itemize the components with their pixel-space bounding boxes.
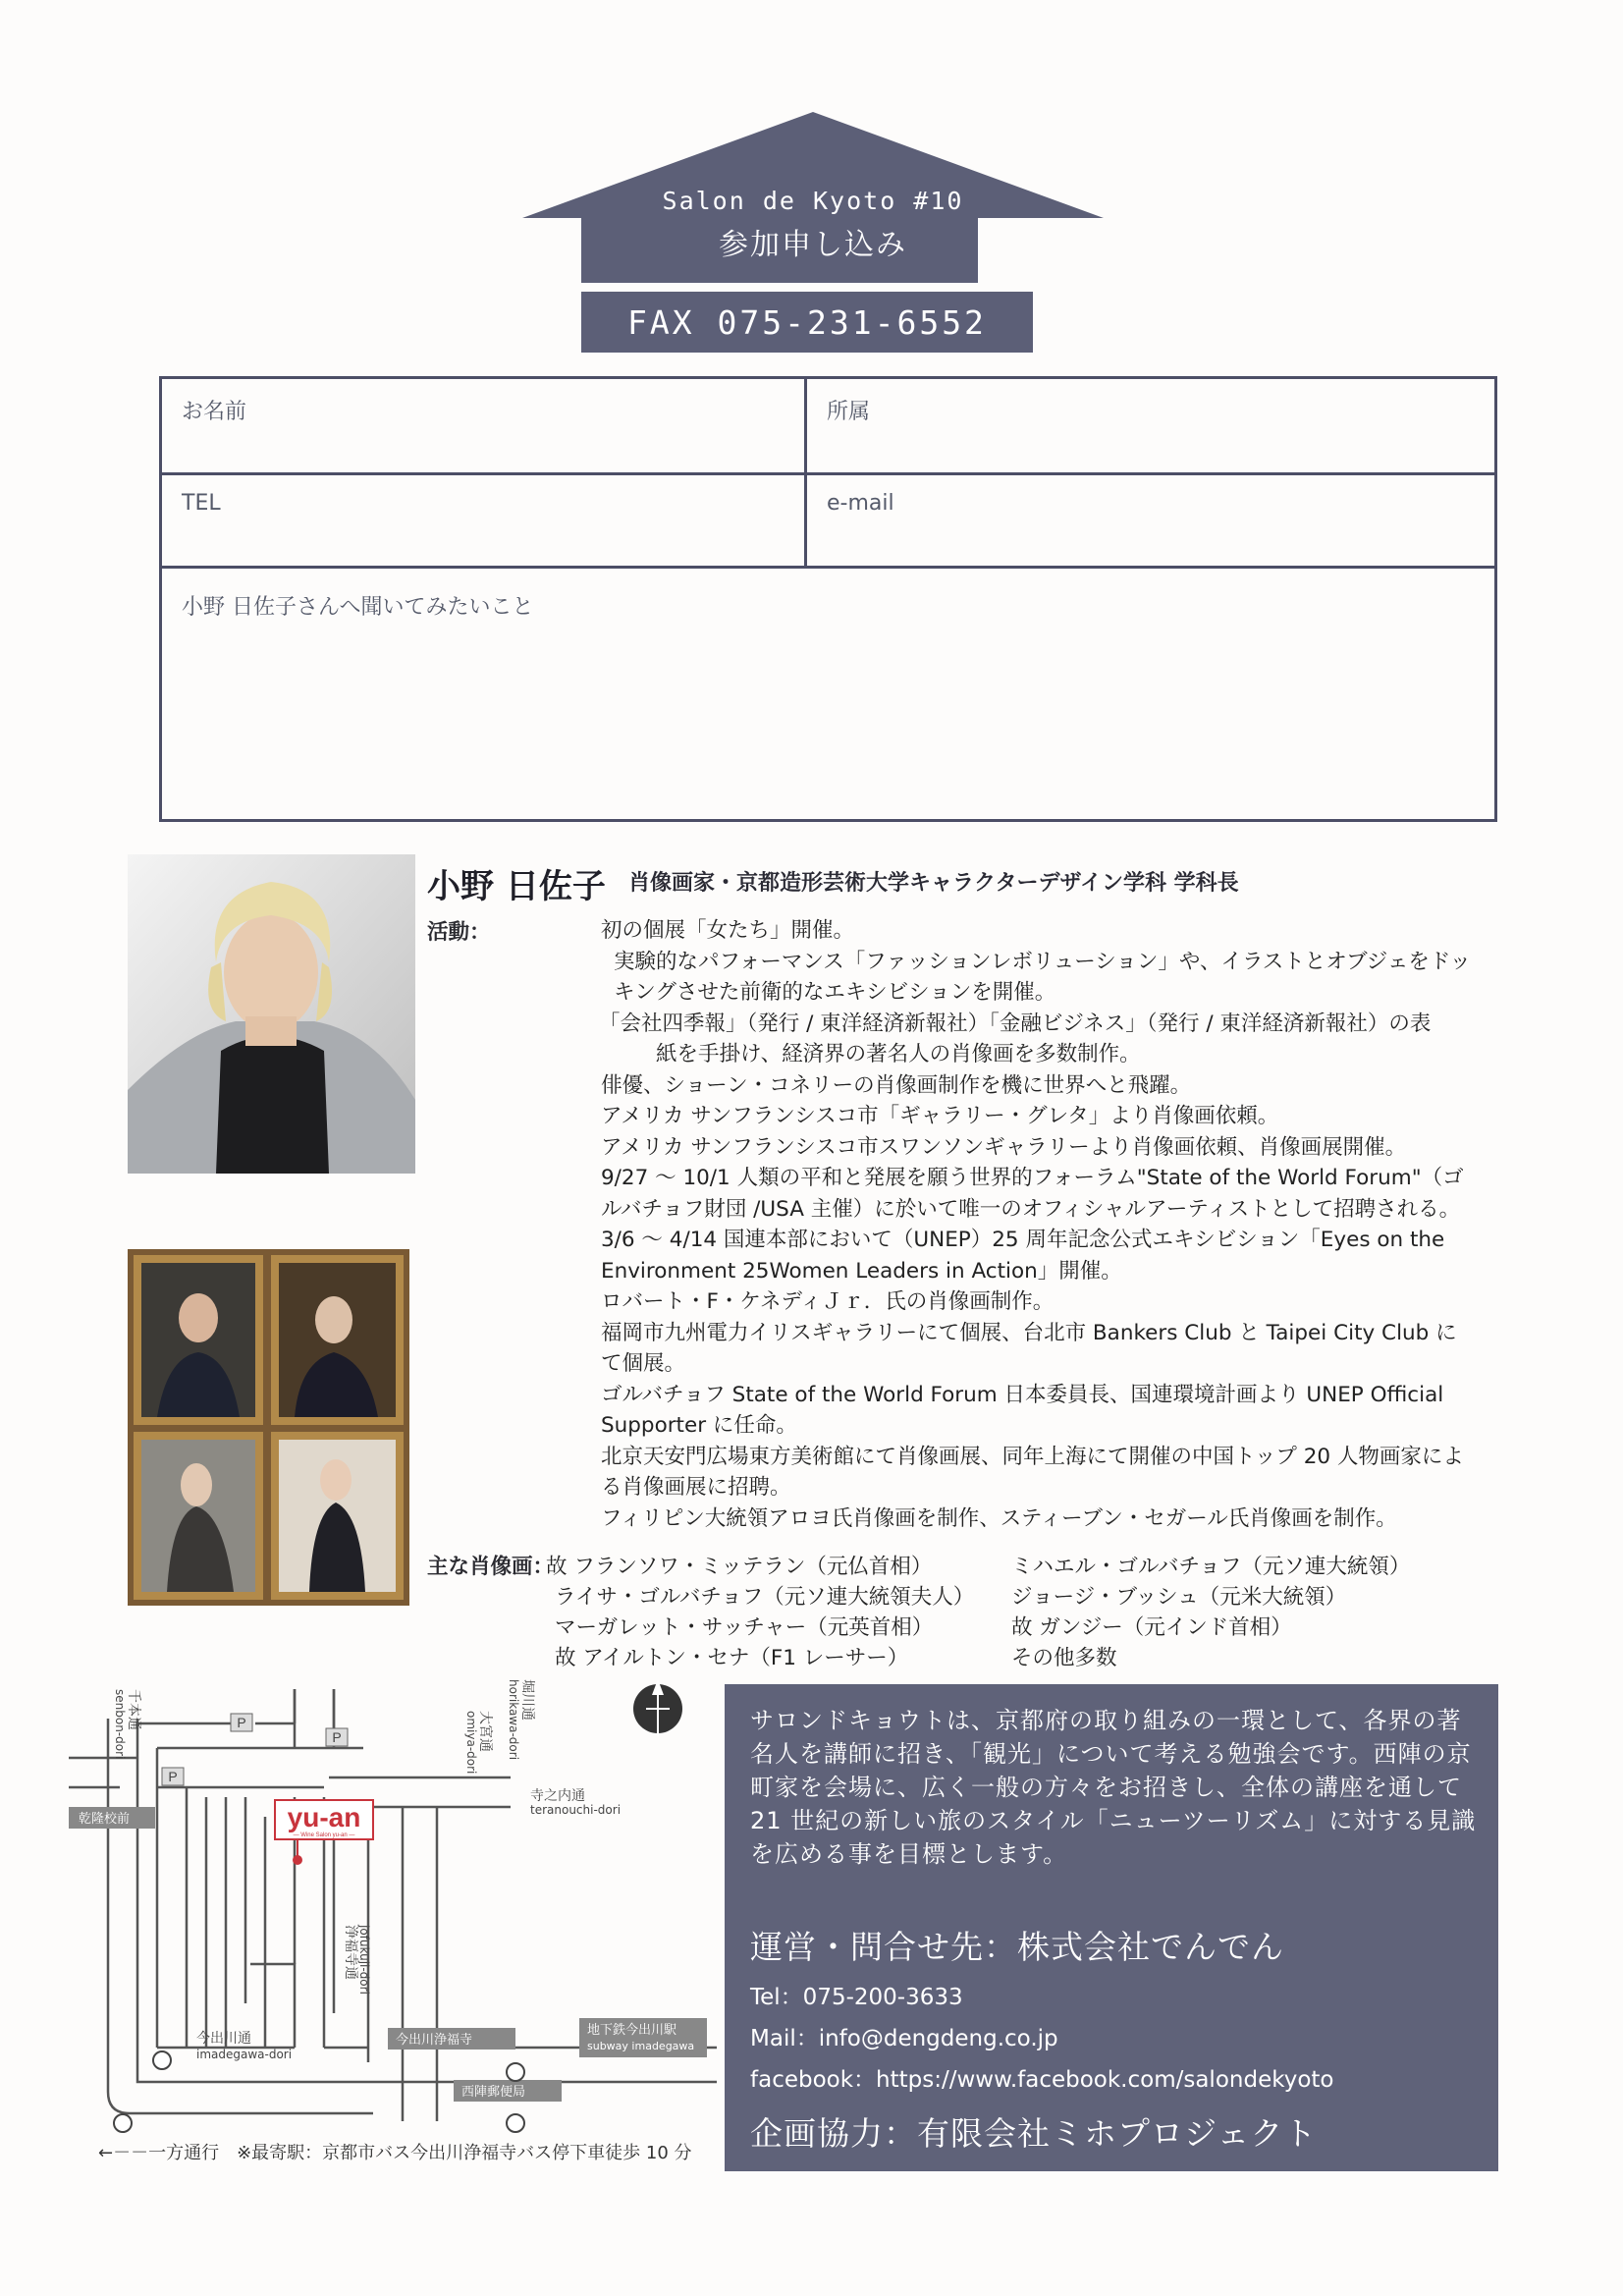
artist-name: 小野 日佐子: [427, 867, 606, 906]
portrait-item: マーガレット・サッチャー（元英首相）: [555, 1615, 934, 1640]
timeline-text: 紙を手掛け、経済界の著名人の肖像画を多数制作。: [656, 1042, 1141, 1066]
north-arrow-icon: [633, 1679, 682, 1736]
parking-icon: P: [237, 1715, 246, 1730]
horikawa-label: 堀川通: [519, 1679, 535, 1721]
contact-mail[interactable]: Mail：info@dengdeng.co.jp: [750, 2026, 1058, 2051]
contact-facebook[interactable]: facebook：https://www.facebook.com/salondekyoto: [750, 2067, 1334, 2093]
timeline-text: 実験的なパフォーマンス「ファッションレボリューション」や、イラストとオブジェをドッ: [614, 949, 1472, 974]
series-title: Salon de Kyoto #10: [662, 187, 964, 215]
svg-text:imadegawa-dori: imadegawa-dori: [196, 2048, 293, 2061]
email-label: e-mail: [827, 491, 894, 516]
portraits-label: 主な肖像画：: [427, 1555, 555, 1579]
artist-title: 肖像画家・京都造形芸術大学キャラクターデザイン学科 学科長: [628, 871, 1239, 896]
affiliation-label: 所属: [827, 400, 871, 424]
fax-number: FAX 075-231-6552: [581, 292, 1033, 353]
timeline-text: 9/27 ～ 10/1 人類の平和と発展を願う世界的フォーラム"State of the World Forum"（ゴ: [601, 1166, 1464, 1190]
question-field[interactable]: [162, 569, 1494, 819]
timeline-text: る肖像画展に招聘。: [601, 1475, 791, 1500]
header-text: [518, 110, 1108, 287]
timeline-text: ロバート・F・ケネディＪｒ．氏の肖像画制作。: [601, 1289, 1055, 1314]
parking-icon: P: [332, 1729, 342, 1745]
info-panel: [725, 1684, 1498, 2171]
timeline-text: て個展。: [601, 1351, 686, 1376]
portrait-item: 故 ガンジー（元インド首相）: [1011, 1615, 1292, 1640]
contact-tel: Tel：075-200-3633: [750, 1985, 963, 2010]
salon-description: サロンドキョウトは、京都府の取り組みの一環として、各界の著名人を講師に招き、「観光」について考える勉強会です。西陣の京町家を会場に、広く一般の方々をお招きし、全体の講座を通して 21 世紀の新しい旅のスタイル「ニューツーリズム」に対する見識を広める事を目標とします。: [750, 1707, 1477, 1868]
timeline-text: ルバチョフ財団 /USA 主催）に於いて唯一のオフィシャルアーティストとして招聘される。: [601, 1196, 1461, 1222]
svg-text:senbon-dori: senbon-dori: [113, 1689, 127, 1760]
bus-stop-label: 今出川浄福寺: [396, 2033, 473, 2048]
timeline-text: Environment 25Women Leaders in Action」開催。: [601, 1258, 1122, 1284]
nishijin-post-label: 西陣郵便局: [461, 2085, 526, 2100]
omiya-label: 大宮通: [477, 1711, 493, 1752]
svg-text:jofukuji-dori: jofukuji-dori: [357, 1925, 371, 1995]
svg-text:teranouchi-dori: teranouchi-dori: [530, 1803, 622, 1817]
svg-text:yu-an: yu-an: [287, 1802, 361, 1832]
senbon-label: 千本通: [126, 1689, 141, 1730]
jofukuji-label: 浄福寺通: [343, 1925, 358, 1980]
timeline-text: 3/6 ～ 4/14 国連本部において（UNEP）25 周年記念公式エキシビション「Eyes on the: [601, 1228, 1445, 1252]
portrait-item: ミハエル・ゴルバチョフ（元ソ連大統領）: [1011, 1555, 1411, 1579]
cooperation: 企画協力：有限会社ミホプロジェクト: [750, 2114, 1318, 2153]
registration-title: 参加申し込み: [719, 228, 907, 262]
timeline-text: 初の個展「女たち」開催。: [601, 918, 855, 943]
artist-portrait-photo: [128, 854, 415, 1174]
timeline-text: 「会社四季報」（発行 / 東洋経済新報社）「金融ビジネス」（発行 / 東洋経済新報社）の表: [599, 1011, 1432, 1036]
timeline-text: 北京天安門広場東方美術館にて肖像画展、同年上海にて開催の中国トップ 20 人物画家によ: [601, 1444, 1464, 1469]
tel-field[interactable]: [162, 475, 807, 569]
timeline-text: 福岡市九州電力イリスギャラリーにて個展、台北市 Bankers Club と Taipei City Club に: [601, 1320, 1457, 1345]
teranouchi-label: 寺之内通: [530, 1788, 585, 1804]
portrait-gallery-photo: [128, 1249, 409, 1606]
portrait-item: その他多数: [1011, 1646, 1117, 1670]
subway-label: 地下鉄今出川駅: [587, 2023, 677, 2038]
svg-text:— Wine Salon yu-an —: — Wine Salon yu-an —: [293, 1832, 355, 1838]
portrait-item: ジョージ・ブッシュ（元米大統領）: [1011, 1585, 1347, 1610]
name-field[interactable]: [162, 379, 807, 475]
timeline-text: キングさせた前衛的なエキシビションを開催。: [614, 980, 1056, 1005]
registration-form: [159, 376, 1497, 822]
imadegawa-label: 今出川通: [196, 2031, 251, 2047]
timeline-text: アメリカ サンフランシスコ市スワンソンギャラリーより肖像画依頼、肖像画展開催。: [601, 1134, 1407, 1160]
svg-text:omiya-dori: omiya-dori: [464, 1711, 478, 1775]
timeline-text: Supporter に任命。: [601, 1413, 797, 1438]
activity-label: 活動：: [427, 920, 491, 945]
portrait-item: 故 アイルトン・セナ（F1 レーサー）: [555, 1646, 909, 1670]
question-label: 小野 日佐子さんへ聞いてみたいこと: [182, 595, 534, 620]
affiliation-field[interactable]: [807, 379, 1494, 475]
kenkun-stop-label: 乾隆校前: [79, 1812, 131, 1827]
svg-text:subway imadegawa: subway imadegawa: [587, 2040, 695, 2052]
timeline-text: アメリカ サンフランシスコ市「ギャラリー・グレタ」より肖像画依頼。: [601, 1104, 1279, 1128]
timeline-text: ゴルバチョフ State of the World Forum 日本委員長、国連環境計画より UNEP Official: [601, 1382, 1444, 1407]
tel-label: TEL: [182, 491, 221, 516]
organizer: 運営・問合せ先：株式会社でんでん: [750, 1928, 1284, 1966]
access-footnote: ←－－一方通行 ※最寄駅：京都市バス今出川浄福寺バス停下車徒歩 10 分: [98, 2143, 692, 2163]
portrait-item: 故 フランソワ・ミッテラン（元仏首相）: [546, 1555, 933, 1579]
portrait-item: ライサ・ゴルバチョフ（元ソ連大統領夫人）: [555, 1585, 975, 1610]
svg-text:horikawa-dori: horikawa-dori: [507, 1679, 520, 1761]
timeline-text: フィリピン大統領アロヨ氏肖像画を制作、スティーブン・セガール氏肖像画を制作。: [601, 1505, 1397, 1531]
timeline-text: 俳優、ショーン・コネリーの肖像画制作を機に世界へと飛躍。: [601, 1072, 1192, 1098]
parking-icon: P: [168, 1769, 178, 1784]
name-label: お名前: [182, 400, 247, 424]
email-field[interactable]: [807, 475, 1494, 569]
access-map: [69, 1669, 717, 2141]
